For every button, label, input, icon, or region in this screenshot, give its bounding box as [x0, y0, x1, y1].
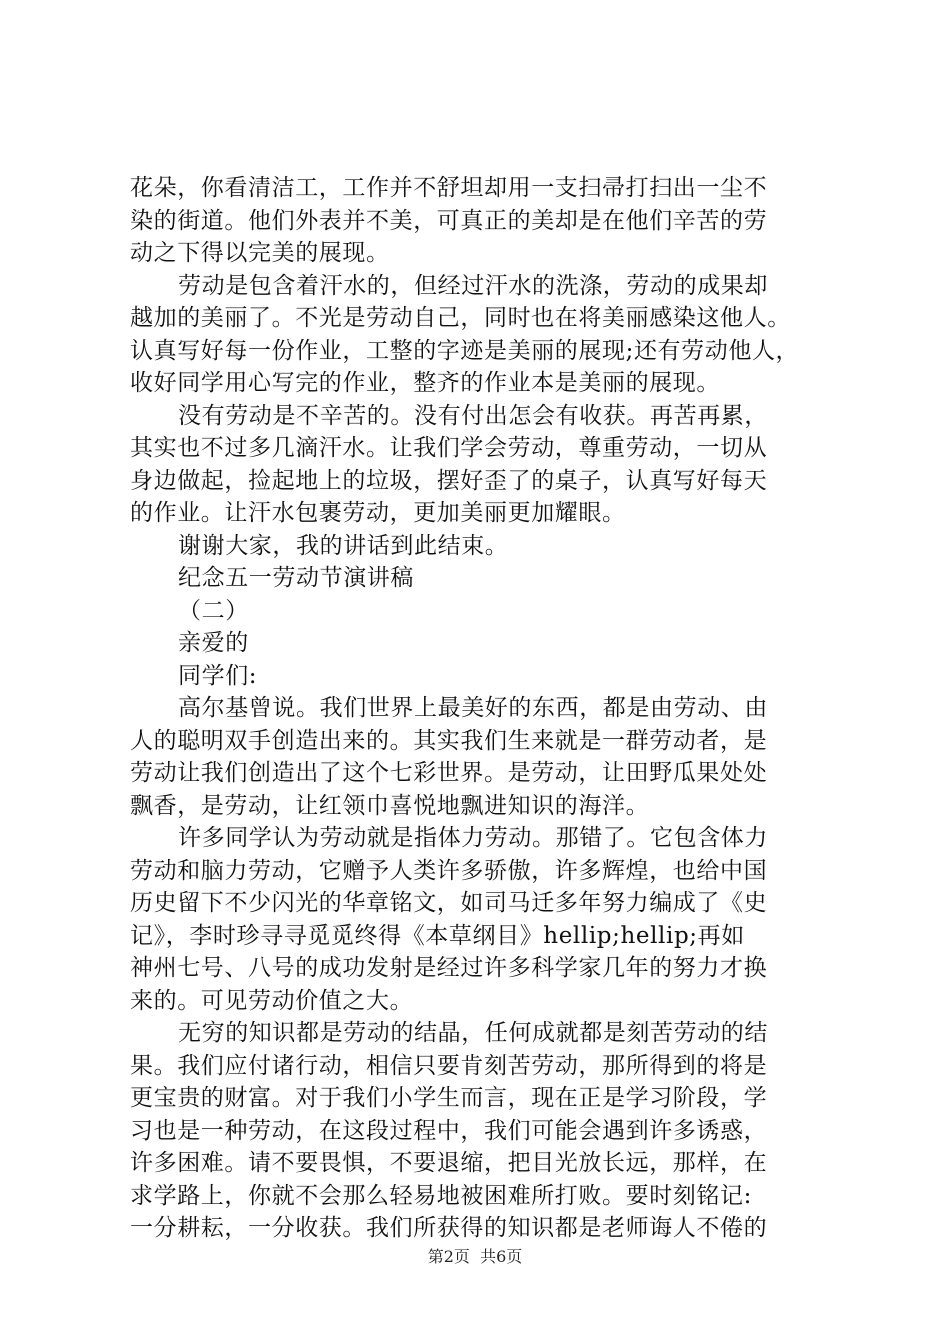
- page-number: 第2页 共6页: [427, 1247, 523, 1266]
- text-line: 收好同学用心写完的作业，整齐的作业本是美丽的展现。: [130, 370, 720, 396]
- text-line: 历史留下不少闪光的华章铭文，如司马迁多年努力编成了《史: [130, 890, 768, 916]
- speech-body: [130, 172, 830, 1245]
- text-line: 染的街道。他们外表并不美，可真正的美却是在他们辛苦的劳: [130, 207, 768, 234]
- page-footer: [0, 1244, 950, 1267]
- text-line: 花朵，你看清洁工，工作并不舒坦却用一支扫帚打扫出一尘不: [130, 175, 768, 201]
- text-line: 记》，李时珍寻寻觅觅终得《本草纲目》hellip;hellip;再如: [130, 922, 745, 949]
- text-line: 求学路上，你就不会那么轻易地被困难所打败。要时刻铭记:: [130, 1182, 752, 1209]
- text-line: 劳动是包含着汗水的，但经过汗水的洗涤，劳动的成果却: [178, 272, 768, 299]
- text-line: 没有劳动是不辛苦的。没有付出怎会有收获。再苦再累，: [178, 402, 768, 429]
- text-line: 神州七号、八号的成功发射是经过许多科学家几年的努力才换: [130, 955, 768, 981]
- text-line: 同学们:: [178, 662, 258, 689]
- text-line: 亲爱的: [178, 630, 249, 656]
- text-line: 许多同学认为劳动就是指体力劳动。那错了。它包含体力: [178, 825, 768, 851]
- text-line: 劳动和脑力劳动，它赠予人类许多骄傲，许多辉煌，也给中国: [130, 857, 768, 884]
- text-line: 谢谢大家，我的讲话到此结束。: [178, 532, 509, 559]
- text-line: 身边做起，捡起地上的垃圾，摆好歪了的桌子，认真写好每天: [130, 467, 768, 494]
- text-line: 人的聪明双手创造出来的。其实我们生来就是一群劳动者，是: [130, 727, 768, 754]
- text-line: 更宝贵的财富。对于我们小学生而言，现在正是学习阶段，学: [130, 1085, 768, 1111]
- text-line: 其实也不过多几滴汗水。让我们学会劳动，尊重劳动，一切从: [130, 435, 768, 461]
- text-line: 飘香，是劳动，让红领巾喜悦地飘进知识的海洋。: [130, 792, 650, 819]
- text-line: 高尔基曾说。我们世界上最美好的东西，都是由劳动、由: [178, 695, 768, 721]
- text-line: 劳动让我们创造出了这个七彩世界。是劳动，让田野瓜果处处: [130, 760, 768, 786]
- text-line: 纪念五一劳动节演讲稿: [178, 565, 414, 591]
- text-line: 一分耕耘，一分收获。我们所获得的知识都是老师诲人不倦的: [130, 1215, 768, 1241]
- text-line: 许多困难。请不要畏惧，不要退缩，把目光放长远，那样，在: [130, 1150, 768, 1176]
- text-line: （二）: [178, 597, 249, 624]
- text-line: 认真写好每一份作业，工整的字迹是美丽的展现;还有劳动他人，: [130, 337, 800, 364]
- text-line: 果。我们应付诸行动，相信只要肯刻苦劳动，那所得到的将是: [130, 1052, 768, 1079]
- text-line: 动之下得以完美的展现。: [130, 240, 390, 266]
- text-line: 越加的美丽了。不光是劳动自己，同时也在将美丽感染这他人。: [130, 305, 791, 331]
- text-line: 习也是一种劳动，在这段过程中，我们可能会遇到许多诱惑，: [130, 1117, 768, 1144]
- text-line: 无穷的知识都是劳动的结晶，任何成就都是刻苦劳动的结: [178, 1020, 768, 1046]
- text-line: 的作业。让汗水包裹劳动，更加美丽更加耀眼。: [130, 500, 626, 526]
- text-line: 来的。可见劳动价值之大。: [130, 987, 414, 1014]
